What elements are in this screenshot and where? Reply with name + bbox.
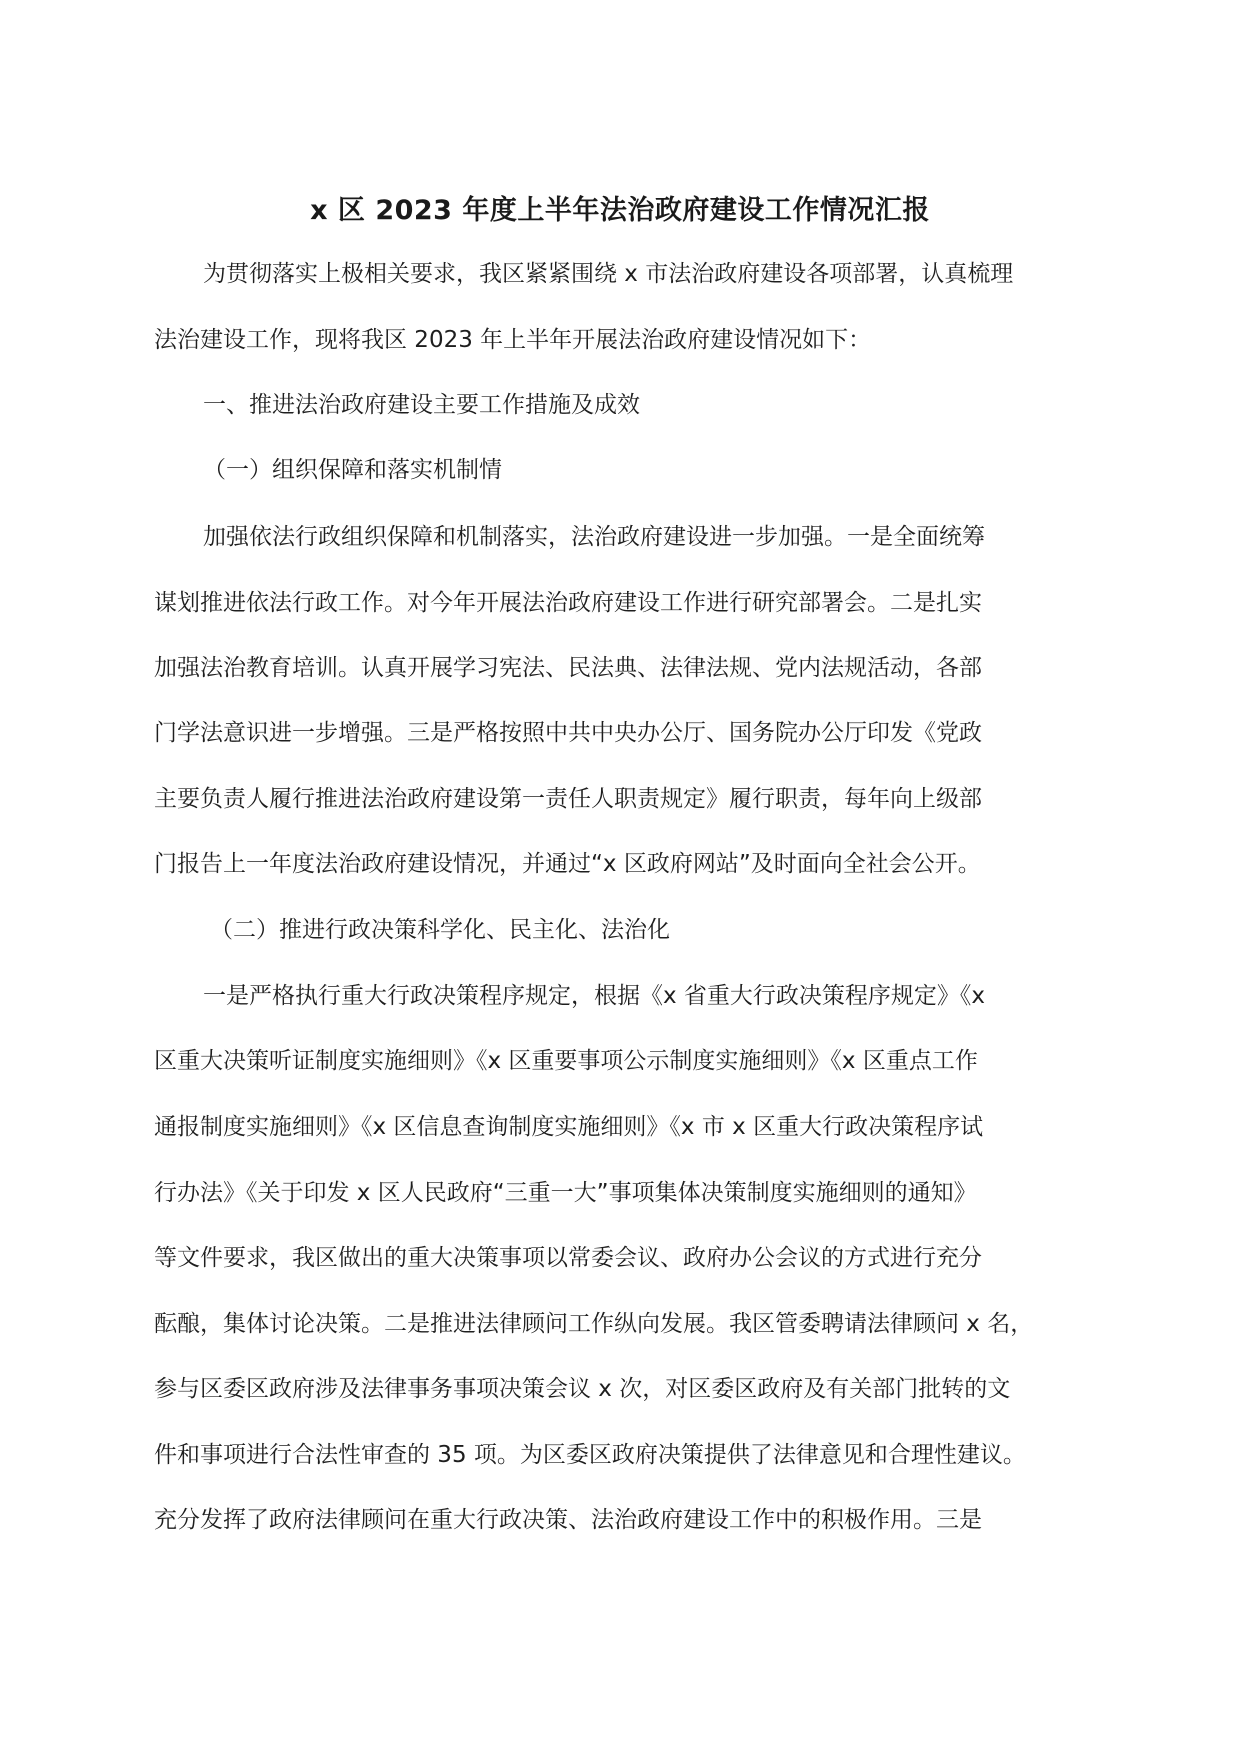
subsection-heading-2: （二）推进行政决策科学化、民主化、法治化 bbox=[210, 917, 670, 943]
body-line-6: 谋划推进依法行政工作。对今年开展法治政府建设工作进行研究部署会。二是扎实 bbox=[154, 590, 982, 616]
body-line-15: 行办法》《关于印发 x 区人民政府“三重一大”事项集体决策制度实施细则的通知》 bbox=[154, 1180, 977, 1206]
body-line-8: 门学法意识进一步增强。三是严格按照中共中央办公厅、国务院办公厅印发《党政 bbox=[154, 720, 982, 746]
body-line-2: 法治建设工作，现将我区 2023 年上半年开展法治政府建设情况如下： bbox=[154, 327, 872, 353]
body-line-19: 件和事项进行合法性审查的 35 项。为区委区政府决策提供了法律意见和合理性建议。 bbox=[154, 1442, 1026, 1468]
body-line-9: 主要负责人履行推进法治政府建设第一责任人职责规定》履行职责，每年向上级部 bbox=[154, 786, 982, 812]
body-line-14: 通报制度实施细则》《x 区信息查询制度实施细则》《x 市 x 区重大行政决策程序试 bbox=[154, 1114, 984, 1140]
body-line-17: 酝酿，集体讨论决策。二是推进法律顾问工作纵向发展。我区管委聘请法律顾问 x 名， bbox=[154, 1311, 1034, 1337]
body-line-20: 充分发挥了政府法律顾问在重大行政决策、法治政府建设工作中的积极作用。三是 bbox=[154, 1507, 982, 1533]
body-line-7: 加强法治教育培训。认真开展学习宪法、民法典、法律法规、党内法规活动，各部 bbox=[154, 655, 982, 681]
body-line-12: 一是严格执行重大行政决策程序规定，根据《x 省重大行政决策程序规定》《x bbox=[203, 983, 986, 1009]
body-line-16: 等文件要求，我区做出的重大决策事项以常委会议、政府办公会议的方式进行充分 bbox=[154, 1245, 982, 1271]
body-line-18: 参与区委区政府涉及法律事务事项决策会议 x 次，对区委区政府及有关部门批转的文 bbox=[154, 1376, 1011, 1402]
subsection-heading-1: （一）组织保障和落实机制情 bbox=[203, 457, 502, 483]
body-line-13: 区重大决策听证制度实施细则》《x 区重要事项公示制度实施细则》《x 区重点工作 bbox=[154, 1048, 978, 1074]
body-line-1: 为贯彻落实上极相关要求，我区紧紧围绕 x 市法治政府建设各项部署，认真梳理 bbox=[203, 261, 1014, 287]
body-line-5: 加强依法行政组织保障和机制落实，法治政府建设进一步加强。一是全面统筹 bbox=[203, 524, 985, 550]
section-heading-1: 一、推进法治政府建设主要工作措施及成效 bbox=[203, 392, 640, 418]
body-line-10: 门报告上一年度法治政府建设情况，并通过“x 区政府网站”及时面向全社会公开。 bbox=[154, 851, 981, 877]
document-title: x 区 2023 年度上半年法治政府建设工作情况汇报 bbox=[310, 195, 930, 226]
